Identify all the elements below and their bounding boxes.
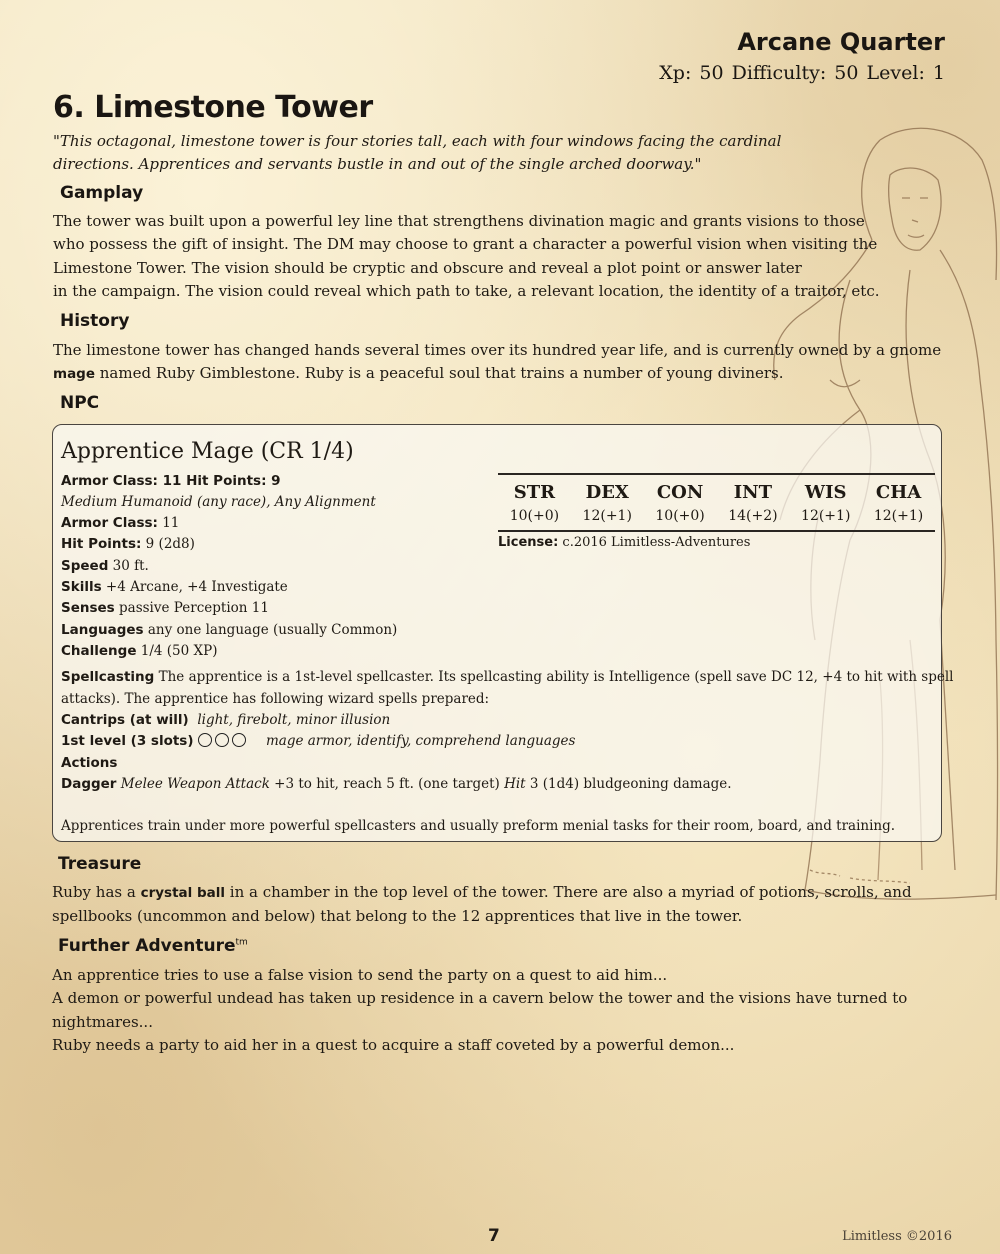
level-value: 1 [932, 62, 945, 84]
level1-spells [61, 733, 575, 749]
level1-list: mage armor, identify, comprehend languages [265, 733, 576, 749]
treasure-line [52, 881, 912, 905]
cantrips-label: Cantrips (at will) [61, 712, 189, 728]
dagger-damage: 3 (1d4) bludgeoning damage. [525, 776, 732, 792]
treasure-heading: Treasure [58, 854, 142, 874]
ability-scores-table [498, 473, 935, 532]
treasure-line-pre: Ruby has a [52, 883, 141, 901]
adventure-hook: Ruby needs a party to aid her in a quest to acquire a staff coveted by a powerful demon... [52, 1035, 735, 1054]
gameplay-line: in the campaign. The vision could reveal which path to take, a relevant location, the identity of a traitor, etc. [53, 281, 880, 300]
adventure-hook: nightmares... [52, 1012, 153, 1031]
statblock-summary: Armor Class: 11 Hit Points: 9 [61, 473, 281, 489]
license-value: c.2016 Limitless-Adventures [558, 535, 751, 550]
skills-label: Skills [61, 579, 102, 595]
gameplay-line: The tower was built upon a powerful ley line that strengthens divination magic and grants visions to those [53, 212, 865, 230]
speed [61, 558, 149, 574]
cantrips [61, 712, 390, 728]
region-stats [657, 62, 945, 84]
speed-value: 30 ft. [108, 558, 149, 574]
license-label: License: [498, 535, 559, 550]
ability-value: 12(+1) [873, 508, 924, 524]
further-adventure-title: Further Adventure [58, 936, 236, 956]
dagger-label: Dagger [61, 776, 117, 792]
spell-slot-icon [198, 733, 212, 747]
ability-name: CHA [875, 482, 922, 503]
skills-value: +4 Arcane, +4 Investigate [101, 579, 288, 595]
crystal-ball-keyword: crystal ball [140, 885, 226, 901]
gameplay-line: Limestone Tower. The vision should be cryptic and obscure and reveal a plot point or answer later [53, 258, 802, 277]
speed-label: Speed [61, 558, 109, 574]
treasure-text [52, 881, 912, 929]
history-text [53, 339, 941, 387]
history-heading: History [60, 311, 130, 331]
ability-name: WIS [804, 482, 847, 503]
ability-header-row [498, 475, 935, 508]
license [498, 535, 750, 550]
statblock-type: Medium Humanoid (any race), Any Alignment [61, 494, 376, 510]
dagger-action [61, 776, 732, 792]
spellcasting-text: The apprentice is a 1st-level spellcaster. Its spellcasting ability is Intelligence (spell save DC 12, +4 to hit with spell [154, 669, 954, 685]
page-number: 7 [488, 1226, 500, 1246]
history-line [53, 362, 941, 386]
table-rule-bottom [498, 530, 935, 532]
spell-slot-icon [215, 733, 229, 747]
actions-label: Actions [61, 755, 118, 771]
languages-value: any one language (usually Common) [143, 622, 398, 638]
history-line: The limestone tower has changed hands several times over its hundred year life, and is currently owned by a gnome [53, 341, 942, 359]
statblock-description: Apprentices train under more powerful spellcasters and usually preform menial tasks for their room, board, and training. [61, 818, 896, 834]
challenge [61, 643, 218, 659]
further-adventure-heading [58, 936, 248, 956]
level-label: Level: [866, 62, 925, 84]
flavor-line: "This octagonal, limestone tower is four stories tall, each with four windows facing the cardinal [53, 132, 782, 150]
dagger-hit: Hit [504, 776, 526, 792]
spellcasting [61, 669, 954, 685]
level1-label: 1st level (3 slots) [61, 733, 194, 749]
ability-value: 10(+0) [509, 508, 560, 524]
treasure-line-post: in a chamber in the top level of the tower. There are also a myriad of potions, scrolls, and [225, 883, 912, 901]
armor-class-value: 11 [157, 515, 180, 531]
difficulty-value: 50 [834, 62, 859, 84]
adventure-hook: An apprentice tries to use a false vision to send the party on a quest to aid him... [52, 966, 668, 984]
ability-value: 12(+1) [801, 508, 851, 524]
hit-points [61, 536, 195, 552]
armor-class [61, 515, 179, 531]
skills [61, 579, 288, 595]
npc-heading: NPC [60, 393, 100, 413]
ability-name: CON [656, 482, 704, 503]
ability-name: INT [733, 482, 773, 503]
gameplay-text [53, 210, 880, 303]
senses-value: passive Perception 11 [114, 600, 269, 616]
gameplay-heading: Gamplay [60, 183, 144, 203]
adventure-hook: A demon or powerful undead has taken up residence in a cavern below the tower and the visions have turned to [52, 989, 908, 1008]
further-adventure-text [52, 964, 907, 1057]
languages-label: Languages [61, 622, 144, 638]
dagger-attack: Melee Weapon Attack [120, 776, 270, 792]
ability-value: 14(+2) [728, 508, 778, 524]
flavor-text [53, 130, 843, 176]
challenge-value: 1/4 (50 XP) [136, 643, 218, 659]
spellcasting-line2: attacks). The apprentice has following wizard spells prepared: [61, 691, 490, 707]
dagger-mid: +3 to hit, reach 5 ft. (one target) [269, 776, 505, 792]
difficulty-label: Difficulty: [731, 62, 827, 84]
mage-keyword: mage [53, 366, 95, 383]
spell-slot-icon [232, 733, 246, 747]
ability-value: 10(+0) [655, 508, 705, 524]
region-title: Arcane Quarter [737, 28, 945, 56]
treasure-line: spellbooks (uncommon and below) that belong to the 12 apprentices that live in the tower. [52, 907, 743, 926]
hit-points-value: 9 (2d8) [141, 536, 195, 552]
languages [61, 622, 397, 638]
ability-name: STR [513, 482, 556, 503]
gameplay-line: who possess the gift of insight. The DM may choose to grant a character a powerful vision when visiting the [53, 235, 878, 254]
senses-label: Senses [61, 600, 115, 616]
senses [61, 600, 269, 616]
page-title: 6. Limestone Tower [53, 90, 373, 125]
npc-statblock [52, 424, 954, 842]
ability-value-row [498, 508, 935, 530]
cantrips-list: light, firebolt, minor illusion [197, 712, 391, 728]
flavor-line: directions. Apprentices and servants bustle in and out of the single arched doorway." [53, 155, 702, 173]
ability-name: DEX [585, 482, 629, 503]
challenge-label: Challenge [61, 643, 137, 659]
xp-value: 50 [699, 62, 724, 84]
armor-class-label: Armor Class: [61, 515, 158, 531]
hit-points-label: Hit Points: [61, 536, 142, 552]
trademark-mark: tm [235, 937, 248, 948]
copyright: Limitless ©2016 [842, 1229, 952, 1244]
xp-label: Xp: [659, 62, 692, 84]
statblock-name: Apprentice Mage (CR 1/4) [61, 439, 354, 464]
spellcasting-label: Spellcasting [61, 669, 155, 685]
history-line-rest: named Ruby Gimblestone. Ruby is a peaceful soul that trains a number of young diviners. [95, 364, 784, 383]
ability-value: 12(+1) [582, 508, 632, 524]
